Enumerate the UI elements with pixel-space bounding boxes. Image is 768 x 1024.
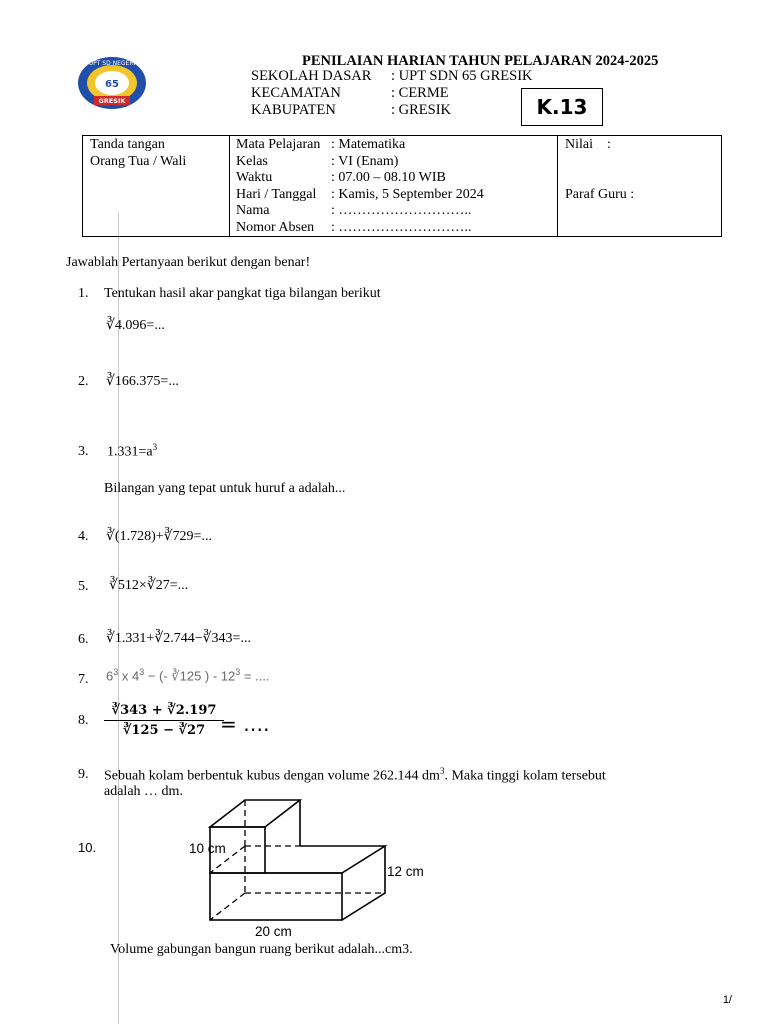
date-label: Hari / Tanggal	[236, 186, 317, 202]
district-label: KECAMATAN	[251, 85, 341, 101]
question-4-number: 4.	[78, 529, 89, 544]
cube-dimension-label: 10 cm	[189, 841, 226, 856]
q7-part-1: 6	[106, 668, 114, 684]
question-5-number: 5.	[78, 579, 89, 594]
absence-number-label: Nomor Absen	[236, 219, 315, 235]
question-1-expression: ∛4.096=...	[106, 318, 165, 333]
q7-exp-1: 3	[113, 667, 119, 677]
name-label: Nama	[236, 203, 270, 218]
q7-exp-3: 3	[235, 667, 241, 677]
subject-value: : Matematika	[331, 137, 406, 152]
header-row-district	[0, 85, 768, 103]
q7-exp-2: 3	[139, 667, 145, 677]
date-value: : Kamis, 5 September 2024	[331, 186, 484, 202]
question-2-expression: ∛166.375=...	[106, 374, 179, 389]
logo-banner-text: GRESIK	[98, 97, 126, 105]
width-dimension-label: 20 cm	[255, 924, 292, 939]
question-8-numerator: ∛343 + ∛2.197	[111, 703, 217, 718]
q9-text-2: . Maka tinggi kolam tersebut	[444, 768, 606, 784]
district-value: : CERME	[391, 85, 449, 101]
question-8-number: 8.	[78, 713, 89, 728]
question-7-number: 7.	[78, 672, 89, 687]
regency-label: KABUPATEN	[251, 102, 336, 118]
question-4-expression: ∛(1.728)+∛729=...	[106, 529, 212, 544]
page-number: 1/	[722, 994, 732, 1006]
curriculum-badge: K.13	[521, 88, 603, 126]
question-1-text: Tentukan hasil akar pangkat tiga bilangan berikut	[104, 286, 381, 301]
instruction-text: Jawablah Pertanyaan berikut dengan benar!	[66, 255, 311, 270]
teacher-sign-label: Paraf Guru :	[565, 186, 635, 202]
question-6-expression: ∛1.331+∛2.744−∛343=...	[106, 631, 251, 646]
question-8-fraction	[104, 703, 224, 738]
q9-exponent: 3	[439, 766, 445, 776]
height-dimension-label: 12 cm	[387, 864, 424, 879]
school-label: SEKOLAH DASAR	[251, 68, 372, 84]
question-3-equation	[107, 442, 157, 461]
time-label: Waktu	[236, 170, 273, 185]
logo-number: 65	[105, 79, 119, 90]
question-10-text: Volume gabungan bangun ruang berikut adalah...cm3.	[110, 942, 413, 957]
q7-part-3: − (- ∛125 ) - 12	[144, 668, 236, 684]
signature-label-2: Orang Tua / Wali	[90, 153, 187, 169]
school-value: : UPT SDN 65 GRESIK	[391, 68, 533, 84]
question-9-text-line-2: adalah … dm.	[104, 784, 183, 799]
question-9-text-line-1	[104, 766, 606, 785]
fraction-bar	[104, 720, 224, 721]
class-value: : VI (Enam)	[331, 153, 399, 169]
header-row-regency	[0, 102, 768, 120]
question-5-expression: ∛512×∛27=...	[109, 578, 189, 593]
score-label: Nilai :	[565, 137, 611, 152]
header-row-school	[0, 68, 768, 86]
q9-text-1: Sebuah kolam berbentuk kubus dengan volume 262.144 dm	[104, 768, 440, 784]
subject-label: Mata Pelajaran	[236, 137, 321, 152]
question-8-denominator: ∛125 − ∛27	[122, 723, 206, 738]
info-box-divider-2	[557, 136, 558, 236]
q7-part-2: x 4	[118, 668, 140, 684]
question-7-expression	[106, 667, 270, 684]
info-box-divider-1	[229, 136, 230, 236]
question-10-number: 10.	[78, 840, 97, 855]
question-3-text: Bilangan yang tepat untuk huruf a adalah...	[104, 481, 346, 496]
info-box	[82, 135, 722, 237]
question-2-number: 2.	[78, 374, 89, 389]
question-6-number: 6.	[78, 632, 89, 647]
question-3-exponent: 3	[152, 442, 158, 452]
signature-label-1: Tanda tangan	[90, 137, 165, 152]
class-label: Kelas	[236, 153, 268, 169]
name-field[interactable]: : ………………………..	[331, 203, 472, 218]
regency-value: : GRESIK	[391, 102, 452, 118]
question-3-number: 3.	[78, 444, 89, 459]
question-3-base: 1.331=a	[107, 444, 153, 460]
q7-part-4: = ....	[240, 668, 270, 684]
time-value: : 07.00 – 08.10 WIB	[331, 170, 446, 185]
question-9-number: 9.	[78, 767, 89, 782]
logo-top-text: UPT SD NEGERI	[88, 60, 136, 67]
absence-number-field[interactable]: : ………………………..	[331, 219, 472, 235]
question-1-number: 1.	[78, 286, 89, 301]
exam-title: PENILAIAN HARIAN TAHUN PELAJARAN 2024-2025	[302, 53, 659, 69]
question-8-tail: = ….	[220, 712, 270, 736]
